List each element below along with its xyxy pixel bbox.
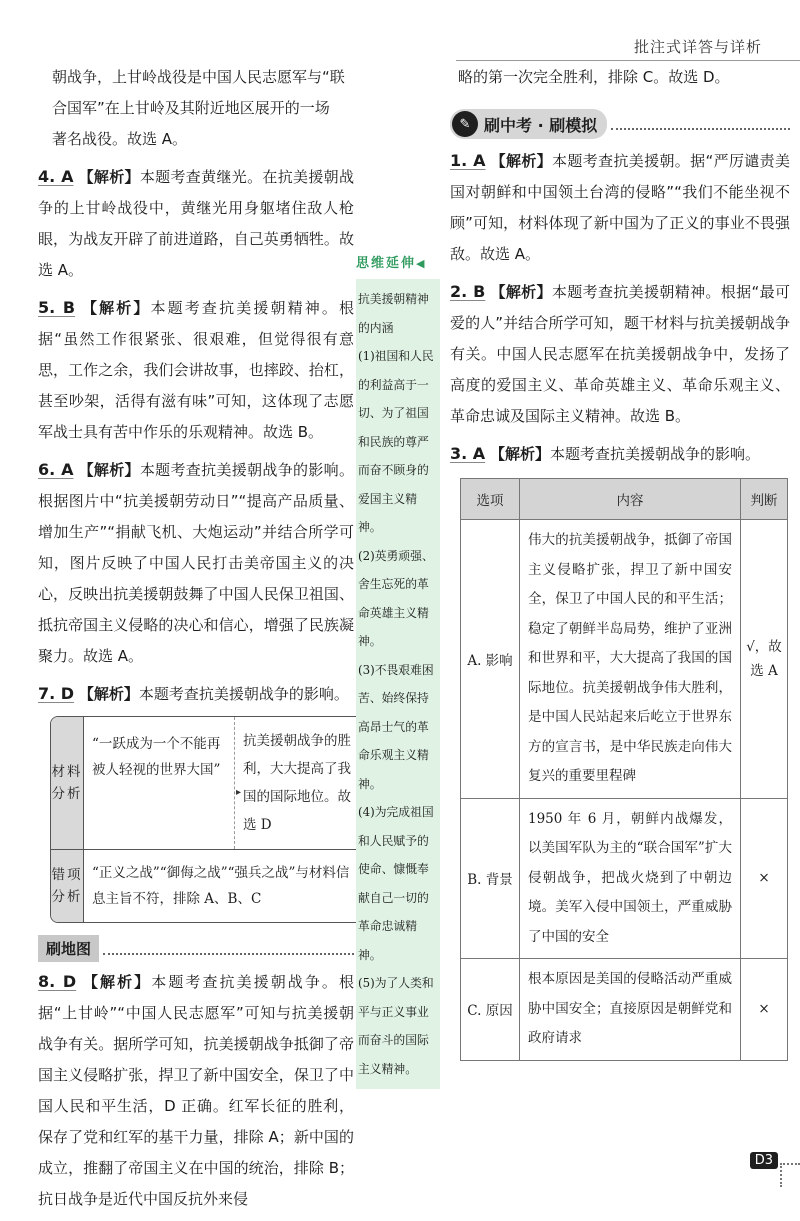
page-corner-mark — [780, 1163, 800, 1187]
question-6 — [38, 454, 354, 672]
column-header: 判断 — [741, 479, 788, 520]
question-text: 本题考查抗美援朝战争的影响。 — [549, 445, 760, 463]
analysis-tag: 【解析】 — [82, 973, 152, 991]
question-text: 本题考查抗美援朝战争的影响。根据图片中“抗美援朝劳动日”“提高产品质量、增加生产”“捐献飞机、大炮运动”并结合所学可知，图片反映了中国人民打击美帝国主义的决心，反映出抗美援朝鼓舞了中国人民保卫祖国、抵抗帝国主义侵略的决心和信心，增强了民族凝聚力。故选 A。 — [38, 461, 354, 665]
right-column — [450, 62, 790, 1061]
question-number: 5. B — [38, 298, 76, 317]
exam-question-2 — [450, 276, 790, 432]
analysis-tag: 【解析】 — [489, 445, 550, 463]
sidebar-box — [356, 279, 440, 1089]
table-row — [461, 798, 788, 959]
question-text: 本题考查抗美援朝战争的影响。 — [138, 685, 349, 703]
question-number: 4. A — [38, 167, 74, 186]
content-cell: 根本原因是美国的侵略活动严重威胁中国安全；直接原因是朝鲜党和政府请求 — [520, 959, 741, 1061]
wrong-option-text: “正义之战”“御侮之战”“强兵之战”与材料信息主旨不符，排除 A、B、C — [92, 865, 350, 907]
sidebar-title — [356, 252, 444, 271]
question-text: 本题考查抗美援朝。据“严厉谴责美国对朝鲜和中国领土台湾的侵略”“我们不能坐视不顾”可知，材料体现了新中国为了正义的事业不畏强敌。故选 A。 — [450, 152, 790, 263]
table-row — [461, 959, 788, 1061]
question-text: 本题考查抗美援朝战争。根据“上甘岭”“中国人民志愿军”可知与抗美援朝战争有关。据所学可知，抗美援朝战争抵御了帝国主义侵略扩张，捍卫了新中国安全，保卫了中国人民和平生活，D 正确。红军长征的胜利，保存了党和红军的基干力量，排除 A；新中国的成立，推翻了帝国主义在中国的统治，排除 B；抗日战争是近代中国反抗外来侵 — [38, 973, 354, 1208]
question-text: 本题考查抗美援朝精神。根据“虽然工作很紧张、很艰难，但觉得很有意思，工作之余，我们会讲故事，也摔跤、抬杠，甚至吵架，活得有滋有味”可知，这体现了志愿军战士具有苦中作乐的乐观精神。故选 B。 — [38, 299, 354, 441]
q3-line-2: 合国军”在上甘岭及其附近地区展开的一场 — [52, 99, 330, 117]
header-rule — [456, 60, 800, 61]
question-7 — [38, 678, 354, 710]
table-header-row — [461, 479, 788, 520]
q8-continuation: 略的第一次完全胜利，排除 C。故选 D。 — [458, 68, 730, 86]
column-header: 内容 — [520, 479, 741, 520]
exam-question-1 — [450, 145, 790, 270]
material-conclusion: 抗美援朝战争的胜利，大大提高了我国的国际地位。故选 D — [243, 733, 351, 833]
dotted-rule — [611, 118, 790, 130]
analysis-tag: 【解析】 — [490, 152, 553, 170]
wrong-option-heading: 错项分析 — [51, 850, 84, 922]
material-analysis-row — [51, 717, 363, 850]
q3-line-3: 著名战役。故选 A。 — [52, 130, 188, 148]
material-analysis-heading: 材料分析 — [51, 717, 84, 849]
answer-analysis-table — [460, 478, 788, 1061]
analysis-tag: 【解析】 — [82, 299, 151, 317]
table-row — [461, 520, 788, 799]
sidebar-item: (2)英勇顽强、舍生忘死的革命英雄主义精神。 — [358, 548, 434, 648]
page-header-title: 批注式详答与详析 — [633, 38, 762, 56]
section-exam-badge — [450, 109, 607, 139]
pen-icon: ✎ — [452, 111, 478, 137]
question-text: 本题考查黄继光。在抗美援朝战争的上甘岭战役中，黄继光用身躯堵住敌人枪眼，为战友开辟了前进道路，自己英勇牺牲。故选 A。 — [38, 168, 354, 279]
q7-analysis-box — [50, 716, 364, 923]
column-header: 选项 — [461, 479, 520, 520]
question-4 — [38, 161, 354, 286]
question-number: 7. D — [38, 684, 75, 703]
section-map-bar — [38, 935, 354, 962]
dotted-rule — [103, 943, 354, 955]
question-number: 2. B — [450, 282, 486, 301]
question-5 — [38, 292, 354, 448]
analysis-tag: 【解析】 — [490, 283, 552, 301]
question-8 — [38, 966, 354, 1215]
analysis-tag: 【解析】 — [78, 168, 140, 186]
analysis-tag: 【解析】 — [78, 461, 140, 479]
arrow-left-icon: ◀ — [416, 257, 427, 270]
sidebar-item: (4)为完成祖国和人民赋予的使命、慷慨奉献自己一切的革命忠诚精神。 — [358, 805, 434, 962]
sidebar-item: (1)祖国和人民的利益高于一切、为了祖国和民族的尊严而奋不顾身的爱国主义精神。 — [358, 349, 434, 534]
sidebar-heading: 抗美援朝精神的内涵 — [358, 292, 429, 335]
content-cell: 伟大的抗美援朝战争，抵御了帝国主义侵略扩张，捍卫了新中国安全，保卫了中国人民的和平生活；稳定了朝鲜半岛局势，维护了亚洲和世界和平，大大提高了我国的国际地位。抗美援朝战争伟大胜利，是中国人民站起来后屹立于世界东方的宣言书，是中华民族走向伟大复兴的重要里程碑 — [520, 520, 741, 799]
sidebar-item: (5)为了人类和平与正义事业而奋斗的国际主义精神。 — [358, 976, 434, 1076]
judge-cell: × — [741, 959, 788, 1061]
sidebar-item: (3)不畏艰难困苦、始终保持高昂士气的革命乐观主义精神。 — [358, 662, 434, 791]
q3-continuation — [38, 62, 354, 155]
content-cell: 1950 年 6 月，朝鲜内战爆发，以美国军队为主的“联合国军”扩大侵朝战争，把战火烧到了中朝边境。美军入侵中国领土，严重威胁了中国的安全 — [520, 798, 741, 959]
section-exam-bar — [450, 109, 790, 139]
section-exam-label: 刷中考 · 刷模拟 — [484, 115, 598, 135]
question-number: 1. A — [450, 151, 486, 170]
question-number: 3. A — [450, 444, 486, 463]
wrong-option-row — [51, 850, 363, 922]
sidebar-title-text: 思维延伸 — [356, 256, 417, 271]
exam-question-3 — [450, 438, 790, 470]
material-quote: “一跃成为一个不能再被人轻视的世界大国” ▸ — [84, 717, 235, 849]
judge-cell: × — [741, 798, 788, 959]
question-number: 6. A — [38, 460, 74, 479]
option-cell: A. 影响 — [461, 520, 520, 799]
option-cell: B. 背景 — [461, 798, 520, 959]
section-map-label: 刷地图 — [38, 935, 99, 962]
thinking-extension-sidebar — [356, 252, 444, 1089]
analysis-tag: 【解析】 — [78, 685, 139, 703]
page-number: D3 — [750, 1152, 778, 1169]
left-column — [38, 62, 354, 1221]
option-cell: C. 原因 — [461, 959, 520, 1061]
question-text: 本题考查抗美援朝精神。根据“最可爱的人”并结合所学可知，题干材料与抗美援朝战争有关。中国人民志愿军在抗美援朝战争中，发扬了高度的爱国主义、革命英雄主义、革命乐观主义、革命忠诚及国际主义精神。故选 B。 — [450, 283, 790, 425]
q3-line-1: 朝战争，上甘岭战役是中国人民志愿军与“联 — [52, 68, 345, 86]
question-number: 8. D — [38, 972, 77, 991]
judge-cell: √，故选 A — [741, 520, 788, 799]
